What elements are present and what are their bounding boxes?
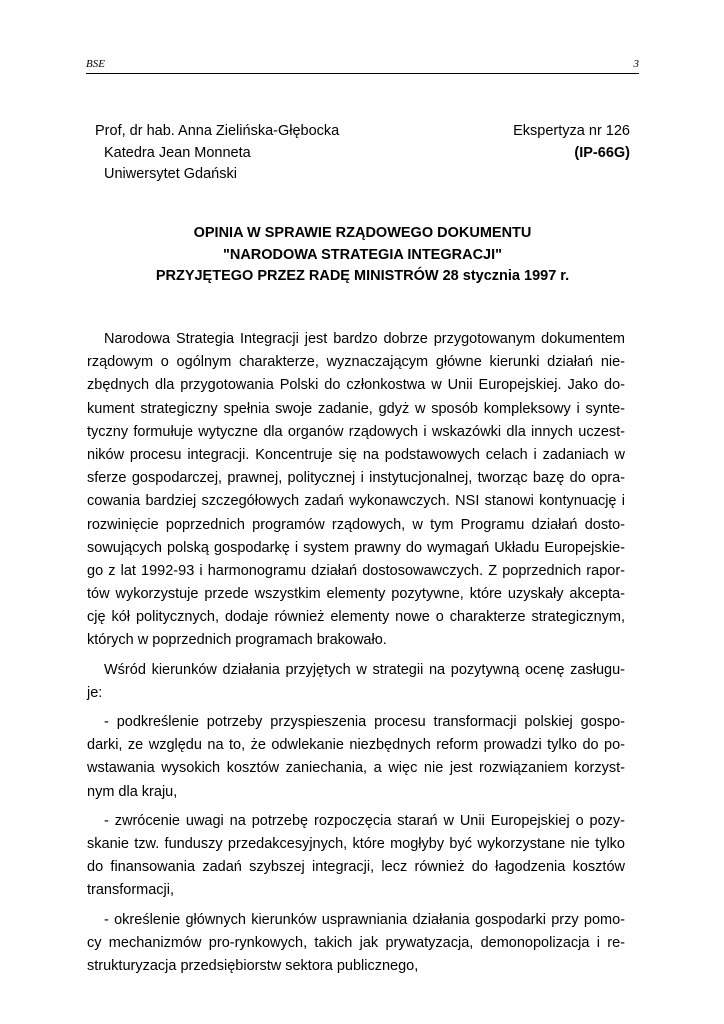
text-line: rozwinięcie poprzednich programów rządowych, w tym Programu działań dosto- <box>87 516 625 533</box>
text-line: ników procesu integracji. Koncentruje się na podstawowych celach i zadaniach w <box>87 446 625 463</box>
title-line-1: OPINIA W SPRAWIE RZĄDOWEGO DOKUMENTU <box>193 225 532 241</box>
expertise-code: (IP-66G) <box>574 144 630 161</box>
paragraph <box>87 909 625 979</box>
document-title <box>86 223 639 288</box>
author-name: Prof, dr hab. Anna Zielińska-Głębocka <box>95 123 340 139</box>
header-label: BSE <box>86 58 105 70</box>
text-line: - określenie głównych kierunków usprawniania działania gospodarki przy pomo- <box>104 911 625 928</box>
author-block <box>95 121 339 186</box>
page-number: 3 <box>633 58 639 70</box>
text-line: sowujących polską gospodarkę i system prawny do wymagań Układu Europejskie- <box>87 539 625 556</box>
text-line: zbędnych dla przygotowania Polski do członkostwa w Unii Europejskiej. Jako do- <box>87 377 625 394</box>
text-line: cję kół politycznych, dodaje również elementy nowe o charakterze strategicznym, <box>87 609 625 626</box>
text-line: do finansowania zadań szybszej integracji, lecz również do łagodzenia kosztów <box>87 859 625 876</box>
text-line: cowania bardziej szczegółowych zadań wykonawczych. NSI stanowi kontynuację i <box>87 493 625 510</box>
text-line: rządowym o ogólnym charakterze, wyznaczającym główne kierunki działań nie- <box>87 354 625 371</box>
author-university: Uniwersytet Gdański <box>104 166 237 182</box>
text-line: transformacji, <box>87 882 175 899</box>
text-line: - podkreślenie potrzeby przyspieszenia procesu transformacji polskiej gospo- <box>104 714 625 730</box>
paragraph <box>87 659 625 705</box>
paragraph <box>87 711 625 804</box>
text-line: go z lat 1992-93 i harmonogramu działań dostosowawczych. Z poprzednich rapor- <box>87 562 625 579</box>
title-line-3: PRZYJĘTEGO PRZEZ RADĘ MINISTRÓW 28 stycznia 1997 r. <box>155 268 570 284</box>
text-line: wstawania wysokich kosztów zaniechania, a więc nie jest rozwiązaniem korzyst- <box>87 760 625 777</box>
text-line: Narodowa Strategia Integracji jest bardzo dobrze przygotowanym dokumentem <box>104 331 625 347</box>
text-line: tów wykorzystuje przede wszystkim elementy pozytywne, które uzyskały akcepta- <box>87 586 625 603</box>
title-line-2: "NARODOWA STRATEGIA INTEGRACJI" <box>222 246 503 263</box>
text-line: kument strategiczny spełnia swoje zadanie, gdyż w sposób kompleksowy i synte- <box>87 400 625 417</box>
text-line: cy mechanizmów pro-rynkowych, takich jak prywatyzacja, demonopolizacja i re- <box>87 934 625 951</box>
paragraph <box>87 328 625 653</box>
paragraph <box>87 810 625 903</box>
text-line: tyczny formułuje wytyczne dla organów rządowych i wskazówki dla innych uczest- <box>87 423 625 440</box>
expertise-block <box>513 121 630 164</box>
text-line: darki, ze względu na to, że odwlekanie niezbędnych reform prowadzi tylko do po- <box>87 737 625 754</box>
text-line: nym dla kraju, <box>87 783 178 800</box>
text-line: Wśród kierunków działania przyjętych w strategii na pozytywną ocenę zasługu- <box>104 661 625 678</box>
text-line: - zwrócenie uwagi na potrzebę rozpoczęcia starań w Unii Europejskiej o pozy- <box>104 812 625 829</box>
author-department: Katedra Jean Monneta <box>104 144 251 161</box>
expertise-label: Ekspertyza nr 126 <box>513 123 630 139</box>
text-line: je: <box>87 684 103 701</box>
text-line: strukturyzacja przedsiębiorstw sektora publicznego, <box>87 957 419 974</box>
text-line: których w poprzednich programach brakowało. <box>87 632 387 649</box>
running-header <box>86 57 639 74</box>
text-line: skanie tzw. funduszy przedakcesyjnych, które mogłyby być wykorzystane nie tylko <box>87 835 625 852</box>
text-line: sferze gospodarczej, prawnej, politycznej i instytucjonalnej, tworząc bazę do opra- <box>87 470 625 487</box>
body-text <box>87 328 625 978</box>
